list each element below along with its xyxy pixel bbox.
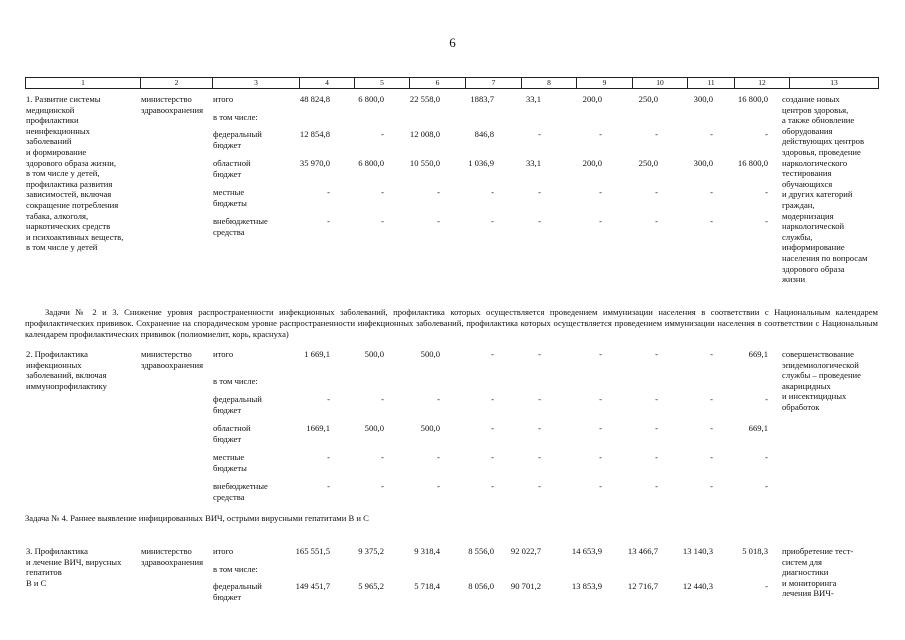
task-2-3-heading: Задачи № 2 и 3. Снижение уровня распространенности инфекционных заболеваний, профилактика которых осуществляется проведением иммунизации населения в соответствии с Национальным календарем профилактических прививок. Сохранение на спорадическом уровне распространенности инфекционных заболеваний, профилактика которых осуществляется проведением иммунизации населения в соответствии с Национальным календарем профилактических прививок (полиомиелит, корь, краснуха) <box>25 307 878 339</box>
row3-expected-result: приобретение тест- <box>782 546 854 556</box>
page-number: 6 <box>449 35 456 50</box>
col-header-2: 2 <box>141 78 213 89</box>
row1-source-extrabudget: средства <box>213 226 245 237</box>
row2-source-total: итого <box>213 349 234 359</box>
row3-event-title: и лечение ВИЧ, вирусных <box>26 556 122 567</box>
row2-local-value-11: - <box>710 452 713 462</box>
row1-federal-value-12: - <box>765 129 768 139</box>
row2-regional-value-4: 1669,1 <box>306 423 330 433</box>
row1-event-title: здорового образа жизни, <box>26 157 116 168</box>
row1-federal-value-9: - <box>599 129 602 139</box>
row3-total-value-6: 9 318,4 <box>414 546 440 556</box>
row1-local-value-10: - <box>655 187 658 197</box>
row1-federal-value-7: 846,8 <box>474 129 494 139</box>
row3-event-title: В и С <box>26 577 47 588</box>
row1-regional-value-9: 200,0 <box>582 158 602 168</box>
row1-expected-result: и других категорий <box>782 189 853 200</box>
row1-regional-value-5: 6 800,0 <box>358 158 384 168</box>
row3-source-federal: бюджет <box>213 591 242 602</box>
row1-source-federal: бюджет <box>213 139 242 150</box>
row2-total-value-8: - <box>538 349 541 359</box>
row1-expected-result: модернизация <box>782 210 834 221</box>
row2-expected-result: совершенствование <box>782 349 854 359</box>
row1-source-incl: в том числе: <box>213 112 258 122</box>
row3-federal-value-6: 5 718,4 <box>414 581 440 591</box>
row3-federal-value-4: 149 451,7 <box>295 581 330 591</box>
row3-total-value-11: 13 140,3 <box>682 546 713 556</box>
row2-federal-value-5: - <box>381 394 384 404</box>
row1-local-value-11: - <box>710 187 713 197</box>
col-header-1: 1 <box>26 78 141 89</box>
row3-expected-result: и мониторинга <box>782 577 837 588</box>
row3-expected-result: систем для <box>782 556 822 567</box>
row1-event-title: профилактика развития <box>26 178 113 189</box>
row2-federal-value-12: - <box>765 394 768 404</box>
row3-total-value-8: 92 022,7 <box>510 546 541 556</box>
row1-local-value-8: - <box>538 187 541 197</box>
row1-expected-result: информирование <box>782 242 845 253</box>
row1-regional-value-6: 10 550,0 <box>409 158 440 168</box>
row3-federal-value-12: - <box>765 581 768 591</box>
row1-federal-value-11: - <box>710 129 713 139</box>
row1-source-total: итого <box>213 94 234 104</box>
row1-regional-value-12: 16 800,0 <box>737 158 768 168</box>
row2-source-federal: бюджет <box>213 404 242 415</box>
row2-regional-value-7: - <box>491 423 494 433</box>
row1-expected-result: наркологической <box>782 221 845 232</box>
row2-total-value-5: 500,0 <box>364 349 384 359</box>
row1-extrabudget-value-10: - <box>655 216 658 226</box>
row1-total-value-7: 1883,7 <box>470 94 494 104</box>
row2-expected-result: обработок <box>782 402 820 412</box>
row2-federal-value-6: - <box>437 394 440 404</box>
row2-extrabudget-value-11: - <box>710 481 713 491</box>
row1-event-title: медицинской <box>26 104 75 115</box>
row1-extrabudget-value-6: - <box>437 216 440 226</box>
row2-source-regional: областной <box>213 423 251 433</box>
row2-expected-result: акарицидных <box>782 380 831 391</box>
row2-local-value-6: - <box>437 452 440 462</box>
row2-source-regional: бюджет <box>213 433 242 444</box>
row1-event-title: профилактики <box>26 115 79 126</box>
row2-local-value-5: - <box>381 452 384 462</box>
row1-regional-value-4: 35 970,0 <box>299 158 330 168</box>
col-header-9: 9 <box>577 78 633 89</box>
row1-expected-result: службы, <box>782 231 813 242</box>
row2-source-incl: в том числе: <box>213 376 258 386</box>
row1-total-value-4: 48 824,8 <box>299 94 330 104</box>
row2-total-value-7: - <box>491 349 494 359</box>
row2-federal-value-8: - <box>538 394 541 404</box>
col-header-3: 3 <box>213 78 300 89</box>
row2-total-value-9: - <box>599 349 602 359</box>
row1-event-title: зависимостей, включая <box>26 189 112 200</box>
row2-source-extrabudget: средства <box>213 491 245 502</box>
row1-extrabudget-value-7: - <box>491 216 494 226</box>
row2-regional-value-11: - <box>710 423 713 433</box>
row2-executor: здравоохранения <box>141 359 204 370</box>
row1-extrabudget-value-11: - <box>710 216 713 226</box>
row1-source-regional: бюджет <box>213 168 242 179</box>
row1-extrabudget-value-4: - <box>327 216 330 226</box>
row1-event-title: наркотических средств <box>26 221 111 232</box>
row1-source-regional: областной <box>213 158 251 168</box>
row1-expected-result: наркологического <box>782 157 848 168</box>
row1-extrabudget-value-12: - <box>765 216 768 226</box>
row1-event-title: неинфекционных <box>26 125 90 136</box>
col-header-7: 7 <box>466 78 522 89</box>
row1-local-value-9: - <box>599 187 602 197</box>
row2-source-local: местные <box>213 452 245 462</box>
row1-federal-value-6: 12 008,0 <box>409 129 440 139</box>
col-header-8: 8 <box>522 78 577 89</box>
row1-expected-result: здорового образа <box>782 263 845 274</box>
row2-local-value-9: - <box>599 452 602 462</box>
row1-executor: здравоохранения <box>141 104 204 115</box>
row1-expected-result: центров здоровья, <box>782 104 849 115</box>
row1-event-title: в том числе у детей, <box>26 168 100 179</box>
row3-expected-result: лечения ВИЧ- <box>782 588 834 599</box>
row2-federal-value-10: - <box>655 394 658 404</box>
row2-event-title: 2. Профилактика <box>26 349 88 359</box>
row1-local-value-7: - <box>491 187 494 197</box>
col-header-13: 13 <box>790 78 879 89</box>
row3-federal-value-7: 8 056,0 <box>468 581 494 591</box>
row1-event-title: и психоактивных веществ, <box>26 231 124 242</box>
row1-regional-value-11: 300,0 <box>693 158 713 168</box>
row2-extrabudget-value-8: - <box>538 481 541 491</box>
row1-expected-result: населения по вопросам <box>782 253 868 263</box>
row3-event-title: 3. Профилактика <box>26 546 88 556</box>
row2-source-extrabudget: внебюджетные <box>213 481 268 491</box>
row2-event-title: инфекционных <box>26 359 82 370</box>
row1-source-extrabudget: внебюджетные <box>213 216 268 226</box>
row2-expected-result: службы – проведение <box>782 370 861 381</box>
row3-total-value-10: 13 466,7 <box>627 546 658 556</box>
row1-executor: министерство <box>141 94 192 104</box>
row1-total-value-12: 16 800,0 <box>737 94 768 104</box>
row1-event-title: заболеваний <box>26 136 72 147</box>
row1-expected-result: здоровья, проведение <box>782 147 861 157</box>
row2-event-title: иммунопрофилактику <box>26 380 107 391</box>
row1-local-value-5: - <box>381 187 384 197</box>
row1-regional-value-8: 33,1 <box>525 158 541 168</box>
row2-regional-value-10: - <box>655 423 658 433</box>
row1-federal-value-8: - <box>538 129 541 139</box>
row1-expected-result: действующих центров <box>782 136 865 147</box>
row1-extrabudget-value-9: - <box>599 216 602 226</box>
row2-event-title: заболеваний, включая <box>26 370 107 381</box>
row1-total-value-9: 200,0 <box>582 94 602 104</box>
row2-extrabudget-value-6: - <box>437 481 440 491</box>
row2-federal-value-9: - <box>599 394 602 404</box>
row3-federal-value-10: 12 716,7 <box>627 581 658 591</box>
row1-expected-result: создание новых <box>782 94 840 104</box>
row3-source-federal: федеральный <box>213 581 262 591</box>
row1-event-title: и формирование <box>26 147 87 157</box>
row2-extrabudget-value-4: - <box>327 481 330 491</box>
row2-regional-value-8: - <box>538 423 541 433</box>
row1-event-title: табака, алкоголя, <box>26 210 89 221</box>
row1-total-value-6: 22 558,0 <box>409 94 440 104</box>
row1-regional-value-7: 1 036,9 <box>468 158 494 168</box>
row2-extrabudget-value-5: - <box>381 481 384 491</box>
row1-event-title: сокращение потребления <box>26 200 119 210</box>
col-header-5: 5 <box>355 78 410 89</box>
row3-executor: министерство <box>141 546 192 556</box>
row1-federal-value-10: - <box>655 129 658 139</box>
row2-local-value-4: - <box>327 452 330 462</box>
row1-total-value-5: 6 800,0 <box>358 94 384 104</box>
row2-total-value-12: 669,1 <box>748 349 768 359</box>
col-header-4: 4 <box>300 78 355 89</box>
row3-expected-result: диагностики <box>782 567 829 578</box>
row1-expected-result: оборудования <box>782 125 833 136</box>
row2-extrabudget-value-9: - <box>599 481 602 491</box>
row1-expected-result: жизни <box>782 274 806 285</box>
row3-federal-value-9: 13 853,9 <box>571 581 602 591</box>
col-header-12: 12 <box>735 78 790 89</box>
row3-federal-value-11: 12 440,3 <box>682 581 713 591</box>
row2-local-value-12: - <box>765 452 768 462</box>
row1-source-local: местные <box>213 187 245 197</box>
row2-source-local: бюджеты <box>213 462 247 473</box>
row3-total-value-7: 8 556,0 <box>468 546 494 556</box>
row2-total-value-10: - <box>655 349 658 359</box>
row1-extrabudget-value-5: - <box>381 216 384 226</box>
row3-total-value-12: 5 018,3 <box>742 546 768 556</box>
row2-total-value-4: 1 669,1 <box>304 349 330 359</box>
row1-expected-result: а также обновление <box>782 115 855 126</box>
row2-federal-value-4: - <box>327 394 330 404</box>
row1-local-value-6: - <box>437 187 440 197</box>
row2-extrabudget-value-7: - <box>491 481 494 491</box>
task-4-heading: Задача № 4. Раннее выявление инфицированных ВИЧ, острыми вирусными гепатитами В и С <box>25 513 369 523</box>
row2-local-value-10: - <box>655 452 658 462</box>
row1-total-value-11: 300,0 <box>693 94 713 104</box>
row3-total-value-9: 14 653,9 <box>571 546 602 556</box>
row1-source-local: бюджеты <box>213 197 247 208</box>
row2-extrabudget-value-12: - <box>765 481 768 491</box>
row2-expected-result: эпидемиологической <box>782 359 859 370</box>
row2-regional-value-5: 500,0 <box>364 423 384 433</box>
row2-source-federal: федеральный <box>213 394 262 404</box>
row1-extrabudget-value-8: - <box>538 216 541 226</box>
row3-total-value-4: 165 551,5 <box>295 546 330 556</box>
col-header-10: 10 <box>633 78 688 89</box>
row1-local-value-4: - <box>327 187 330 197</box>
row2-total-value-6: 500,0 <box>420 349 440 359</box>
column-header-row <box>25 77 879 89</box>
row1-total-value-10: 250,0 <box>638 94 658 104</box>
row1-federal-value-5: - <box>381 129 384 139</box>
row3-event-title: гепатитов <box>26 567 62 578</box>
row2-regional-value-12: 669,1 <box>748 423 768 433</box>
row2-expected-result: и инсектицидных <box>782 391 847 402</box>
row1-source-federal: федеральный <box>213 129 262 139</box>
row2-executor: министерство <box>141 349 192 359</box>
row2-federal-value-11: - <box>710 394 713 404</box>
row2-total-value-11: - <box>710 349 713 359</box>
row3-total-value-5: 9 375,2 <box>358 546 384 556</box>
row3-federal-value-8: 90 701,2 <box>510 581 541 591</box>
row2-extrabudget-value-10: - <box>655 481 658 491</box>
row1-event-title: в том числе у детей <box>26 242 98 253</box>
row1-expected-result: граждан, <box>782 200 815 210</box>
row1-federal-value-4: 12 854,8 <box>299 129 330 139</box>
row3-federal-value-5: 5 965,2 <box>358 581 384 591</box>
row2-local-value-8: - <box>538 452 541 462</box>
row1-regional-value-10: 250,0 <box>638 158 658 168</box>
row3-executor: здравоохранения <box>141 556 204 567</box>
row2-regional-value-9: - <box>599 423 602 433</box>
row2-local-value-7: - <box>491 452 494 462</box>
row1-event-title: 1. Развитие системы <box>26 94 101 104</box>
row1-expected-result: тестирования <box>782 168 832 179</box>
row1-local-value-12: - <box>765 187 768 197</box>
row2-regional-value-6: 500,0 <box>420 423 440 433</box>
row1-total-value-8: 33,1 <box>525 94 541 104</box>
row3-source-total: итого <box>213 546 234 556</box>
row2-federal-value-7: - <box>491 394 494 404</box>
row3-source-incl: в том числе: <box>213 564 258 574</box>
row1-expected-result: обучающихся <box>782 178 833 189</box>
col-header-11: 11 <box>688 78 735 89</box>
col-header-6: 6 <box>410 78 466 89</box>
